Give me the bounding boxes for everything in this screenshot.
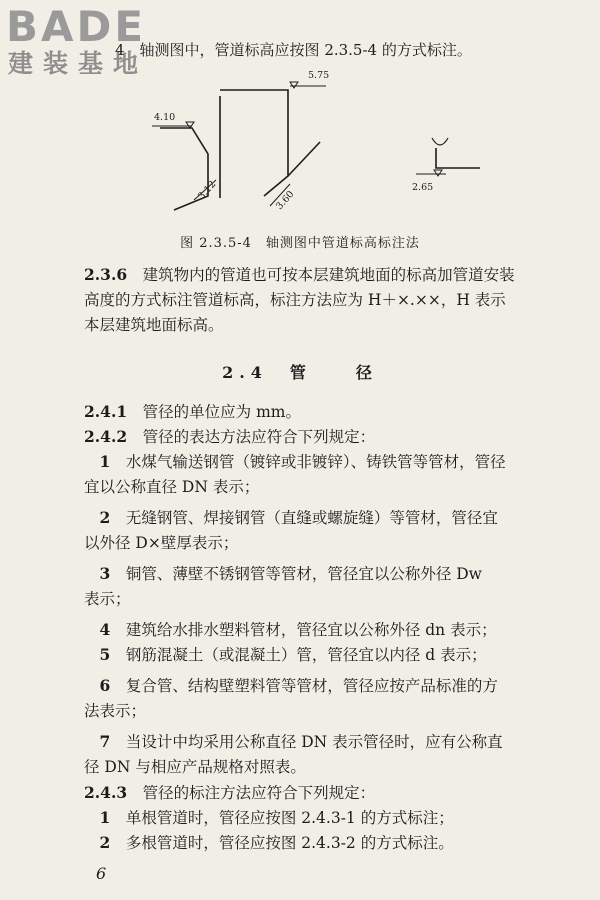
list-item: 4 建筑给水排水塑料管材，管径宜以公称外径 dn 表示； [99, 620, 497, 639]
clause-236-line-3: 本层建筑地面标高。 [84, 316, 224, 334]
list-item-continuation: 以外径 D×壁厚表示； [84, 534, 239, 552]
clause-242 [84, 427, 576, 447]
list-item: 7 当设计中均采用公称直径 DN 表示管径时，应有公称直 [99, 732, 503, 751]
list-item: 1 水煤气输送钢管（镀锌或非镀锌）、铸铁管等管材，管径 [99, 452, 506, 471]
intro-item: 4 轴测图中，管道标高应按图 2.3.5-4 的方式标注。 [115, 41, 472, 59]
clause-242-number: 2.4.2 [84, 427, 128, 446]
list-item: 1 单根管道时，管径应按图 2.4.3-1 的方式标注； [99, 808, 454, 827]
clause-241-number: 2.4.1 [84, 402, 128, 421]
elevation-label-a: 4.10 [154, 112, 176, 123]
list-item-continuation: 径 DN 与相应产品规格对照表。 [84, 758, 306, 776]
list-item: 5 钢筋混凝土（或混凝土）管，管径宜以内径 d 表示； [99, 645, 487, 664]
slope-label-b: 3.60 [274, 188, 297, 213]
elevation-label-b: 5.75 [308, 70, 330, 81]
clause-243 [84, 783, 576, 803]
list-item-continuation: 宜以公称直径 DN 表示； [84, 478, 260, 496]
section-title: 2.4 管 径 [222, 363, 378, 382]
isometric-pipe-elevation-figure [140, 60, 480, 220]
elevation-label-c: 2.65 [412, 182, 434, 193]
list-item: 3 铜管、薄壁不锈钢管等管材，管径宜以公称外径 Dw [99, 564, 482, 583]
list-item-continuation: 法表示； [84, 702, 147, 720]
slope-label-a: 3.12 [196, 178, 219, 203]
list-item: 2 无缝钢管、焊接钢管（直缝或螺旋缝）等管材，管径宜 [99, 508, 498, 527]
clause-241-text: 管径的单位应为 mm。 [142, 403, 301, 421]
list-item: 6 复合管、结构壁塑料管等管材，管径应按产品标准的方 [99, 676, 498, 695]
clause-243-text: 管径的标注方法应符合下列规定： [142, 784, 376, 802]
page-number: 6 [96, 864, 107, 883]
logo-wordmark: BADE [6, 2, 147, 51]
clause-241 [84, 402, 576, 422]
clause-243-number: 2.4.3 [84, 783, 128, 802]
list-item-continuation: 表示； [84, 590, 131, 608]
clause-236-line-1 [84, 265, 576, 285]
logo-chinese-text: 建装基地 [8, 49, 149, 78]
list-item: 2 多根管道时，管径应按图 2.4.3-2 的方式标注。 [99, 833, 454, 852]
clause-236-text-1: 建筑物内的管道也可按本层建筑地面的标高加管道安装 [142, 266, 515, 284]
figure-caption: 图 2.3.5-4 轴测图中管道标高标注法 [180, 236, 420, 251]
clause-236-number: 2.3.6 [84, 265, 128, 284]
clause-236-line-2: 高度的方式标注管道标高，标注方法应为 H＋×.××，H 表示 [84, 291, 506, 309]
clause-242-text: 管径的表达方法应符合下列规定： [142, 428, 376, 446]
